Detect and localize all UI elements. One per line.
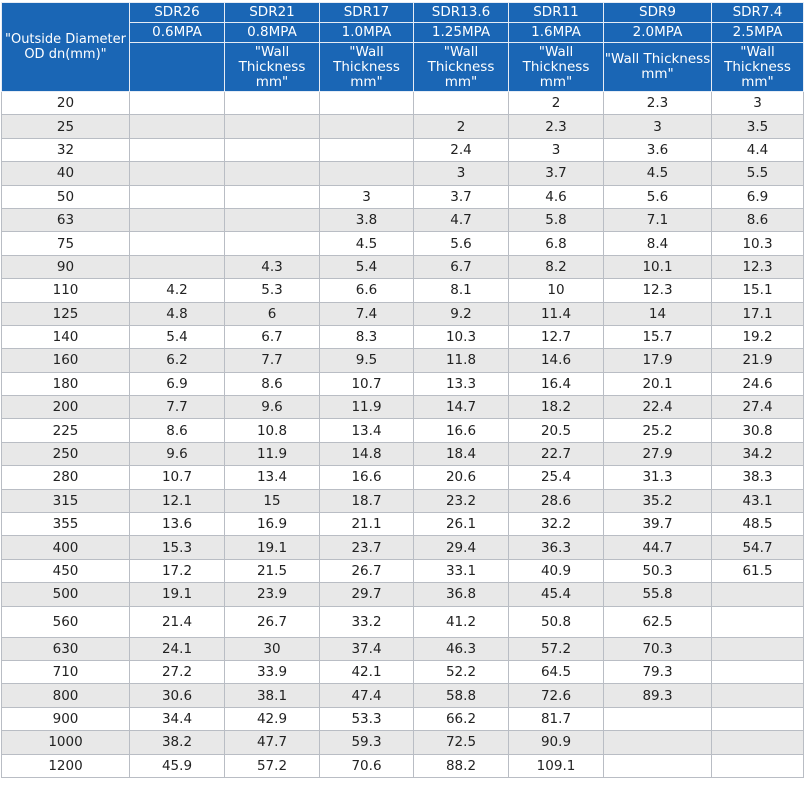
wall-thickness-cell: 12.3 [712,255,804,278]
wall-thickness-cell: 27.9 [604,442,712,465]
wall-thickness-cell: 62.5 [604,606,712,637]
wall-thickness-cell: 7.1 [604,208,712,231]
outside-diameter-cell: 315 [2,489,130,512]
wall-thickness-cell: 47.4 [320,684,414,707]
wall-thickness-cell [712,606,804,637]
wall-thickness-cell: 6.7 [414,255,509,278]
wall-thickness-cell: 10.7 [320,372,414,395]
wall-thickness-cell [320,115,414,138]
wall-thickness-cell: 55.8 [604,583,712,606]
wall-thickness-header: "Wall Thickness mm" [320,43,414,92]
wall-thickness-cell: 52.2 [414,660,509,683]
wall-thickness-cell: 38.2 [130,731,225,754]
wall-thickness-cell: 18.4 [414,442,509,465]
wall-thickness-cell: 11.4 [509,302,604,325]
pressure-header: 0.8MPA [225,23,320,43]
wall-thickness-cell [712,660,804,683]
wall-thickness-cell: 7.4 [320,302,414,325]
wall-thickness-cell: 7.7 [130,396,225,419]
wall-thickness-cell: 34.2 [712,442,804,465]
wall-thickness-header: "Wall Thickness mm" [414,43,509,92]
wall-thickness-cell: 30 [225,637,320,660]
wall-thickness-cell: 36.8 [414,583,509,606]
outside-diameter-cell: 710 [2,660,130,683]
wall-thickness-cell: 5.6 [604,185,712,208]
wall-thickness-cell: 70.3 [604,637,712,660]
outside-diameter-cell: 90 [2,255,130,278]
pressure-header: 1.6MPA [509,23,604,43]
outside-diameter-cell: 75 [2,232,130,255]
wall-thickness-cell: 3.6 [604,138,712,161]
wall-thickness-cell: 46.3 [414,637,509,660]
wall-thickness-cell: 3 [414,162,509,185]
wall-thickness-cell: 9.2 [414,302,509,325]
wall-thickness-cell: 32.2 [509,513,604,536]
table-row [2,162,804,185]
wall-thickness-cell: 26.1 [414,513,509,536]
wall-thickness-cell: 19.2 [712,325,804,348]
wall-thickness-cell: 3.7 [509,162,604,185]
wall-thickness-cell: 31.3 [604,466,712,489]
wall-thickness-cell: 12.1 [130,489,225,512]
wall-thickness-cell [712,754,804,777]
wall-thickness-cell: 38.3 [712,466,804,489]
wall-thickness-cell: 15 [225,489,320,512]
wall-thickness-cell: 4.4 [712,138,804,161]
wall-thickness-cell: 13.4 [320,419,414,442]
wall-thickness-cell: 15.7 [604,325,712,348]
wall-thickness-cell [712,731,804,754]
wall-thickness-cell [130,208,225,231]
wall-thickness-cell: 27.2 [130,660,225,683]
wall-thickness-cell: 4.5 [320,232,414,255]
outside-diameter-cell: 1000 [2,731,130,754]
wall-thickness-cell: 2.3 [509,115,604,138]
pressure-header: 2.0MPA [604,23,712,43]
wall-thickness-cell [712,707,804,730]
table-row [2,513,804,536]
wall-thickness-cell: 4.6 [509,185,604,208]
wall-thickness-cell: 20.1 [604,372,712,395]
table-row [2,606,804,637]
wall-thickness-cell: 2.3 [604,92,712,115]
wall-thickness-cell: 29.7 [320,583,414,606]
wall-thickness-cell: 8.6 [130,419,225,442]
wall-thickness-cell: 40.9 [509,559,604,582]
table-row [2,660,804,683]
wall-thickness-cell: 4.2 [130,279,225,302]
wall-thickness-cell: 53.3 [320,707,414,730]
wall-thickness-cell: 19.1 [130,583,225,606]
wall-thickness-cell: 2 [509,92,604,115]
wall-thickness-cell [712,583,804,606]
wall-thickness-cell: 3 [509,138,604,161]
wall-thickness-cell [130,115,225,138]
wall-thickness-cell: 9.6 [225,396,320,419]
wall-thickness-cell: 14.8 [320,442,414,465]
table-row [2,349,804,372]
wall-thickness-cell: 37.4 [320,637,414,660]
wall-thickness-cell: 21.4 [130,606,225,637]
wall-thickness-cell: 6.7 [225,325,320,348]
outside-diameter-cell: 160 [2,349,130,372]
wall-thickness-cell: 45.4 [509,583,604,606]
wall-thickness-cell: 3 [712,92,804,115]
table-row [2,372,804,395]
wall-thickness-cell: 22.4 [604,396,712,419]
table-row [2,583,804,606]
table-row [2,684,804,707]
wall-thickness-cell: 45.9 [130,754,225,777]
wall-thickness-cell: 14 [604,302,712,325]
wall-thickness-cell: 11.9 [225,442,320,465]
sdr-header: SDR9 [604,3,712,23]
outside-diameter-cell: 355 [2,513,130,536]
wall-thickness-cell: 34.4 [130,707,225,730]
wall-thickness-cell [320,162,414,185]
wall-thickness-cell: 11.8 [414,349,509,372]
wall-thickness-cell: 9.5 [320,349,414,372]
wall-thickness-cell: 25.2 [604,419,712,442]
outside-diameter-cell: 25 [2,115,130,138]
wall-thickness-cell: 20.5 [509,419,604,442]
outside-diameter-cell: 500 [2,583,130,606]
table-row [2,302,804,325]
outside-diameter-cell: 800 [2,684,130,707]
wall-thickness-cell: 24.1 [130,637,225,660]
wall-thickness-cell [225,162,320,185]
wall-thickness-cell: 9.6 [130,442,225,465]
wall-thickness-cell: 36.3 [509,536,604,559]
outside-diameter-cell: 50 [2,185,130,208]
wall-thickness-cell [414,92,509,115]
wall-thickness-cell: 15.1 [712,279,804,302]
wall-thickness-cell: 79.3 [604,660,712,683]
outside-diameter-cell: 32 [2,138,130,161]
wall-thickness-cell: 21.5 [225,559,320,582]
table-row [2,396,804,419]
table-row [2,115,804,138]
wall-thickness-header: "Wall Thickness mm" [604,43,712,92]
wall-thickness-cell: 33.1 [414,559,509,582]
sdr-header: SDR13.6 [414,3,509,23]
wall-thickness-header: "Wall Thickness mm" [712,43,804,92]
wall-thickness-cell: 5.5 [712,162,804,185]
table-row [2,185,804,208]
wall-thickness-cell: 8.2 [509,255,604,278]
wall-thickness-cell: 61.5 [712,559,804,582]
wall-thickness-cell: 3 [320,185,414,208]
wall-thickness-cell: 3.5 [712,115,804,138]
wall-thickness-cell [320,138,414,161]
wall-thickness-cell: 5.8 [509,208,604,231]
wall-thickness-cell: 44.7 [604,536,712,559]
wall-thickness-cell: 23.2 [414,489,509,512]
wall-thickness-cell: 4.3 [225,255,320,278]
wall-thickness-cell: 47.7 [225,731,320,754]
wall-thickness-cell [130,185,225,208]
wall-thickness-cell: 8.6 [712,208,804,231]
wall-thickness-header [130,43,225,92]
wall-thickness-cell: 43.1 [712,489,804,512]
wall-thickness-cell: 4.8 [130,302,225,325]
wall-thickness-cell [604,754,712,777]
table-row [2,536,804,559]
table-row [2,489,804,512]
wall-thickness-cell: 2.4 [414,138,509,161]
wall-thickness-cell [604,707,712,730]
wall-thickness-cell: 14.6 [509,349,604,372]
wall-thickness-cell: 54.7 [712,536,804,559]
table-row [2,442,804,465]
table-row [2,138,804,161]
outside-diameter-cell: 630 [2,637,130,660]
wall-thickness-cell: 23.7 [320,536,414,559]
wall-thickness-cell [604,731,712,754]
wall-thickness-cell: 72.5 [414,731,509,754]
wall-thickness-cell [712,637,804,660]
wall-thickness-header: "Wall Thickness mm" [509,43,604,92]
wall-thickness-cell: 10.1 [604,255,712,278]
wall-thickness-cell: 17.1 [712,302,804,325]
wall-thickness-cell: 21.1 [320,513,414,536]
wall-thickness-cell: 27.4 [712,396,804,419]
wall-thickness-cell: 64.5 [509,660,604,683]
wall-thickness-cell: 10.3 [414,325,509,348]
wall-thickness-cell: 26.7 [225,606,320,637]
wall-thickness-cell: 6.8 [509,232,604,255]
outside-diameter-cell: 20 [2,92,130,115]
wall-thickness-cell: 10.3 [712,232,804,255]
wall-thickness-cell: 10 [509,279,604,302]
table-row [2,255,804,278]
wall-thickness-cell: 3 [604,115,712,138]
outside-diameter-cell: 180 [2,372,130,395]
wall-thickness-cell: 3.8 [320,208,414,231]
wall-thickness-cell [712,684,804,707]
wall-thickness-cell: 2 [414,115,509,138]
table-row [2,731,804,754]
table-row [2,92,804,115]
wall-thickness-cell: 57.2 [509,637,604,660]
wall-thickness-cell: 10.7 [130,466,225,489]
wall-thickness-cell: 6.9 [130,372,225,395]
pressure-header: 0.6MPA [130,23,225,43]
table-row [2,559,804,582]
wall-thickness-cell: 50.8 [509,606,604,637]
wall-thickness-cell: 38.1 [225,684,320,707]
wall-thickness-cell: 17.9 [604,349,712,372]
wall-thickness-cell: 50.3 [604,559,712,582]
wall-thickness-cell: 90.9 [509,731,604,754]
wall-thickness-cell: 6.9 [712,185,804,208]
wall-thickness-cell: 10.8 [225,419,320,442]
wall-thickness-cell: 8.3 [320,325,414,348]
wall-thickness-cell: 26.7 [320,559,414,582]
wall-thickness-cell: 16.4 [509,372,604,395]
table-row [2,325,804,348]
outside-diameter-cell: 63 [2,208,130,231]
outside-diameter-cell: 125 [2,302,130,325]
wall-thickness-cell [130,162,225,185]
wall-thickness-cell: 4.7 [414,208,509,231]
table-row [2,754,804,777]
pressure-header: 2.5MPA [712,23,804,43]
wall-thickness-cell: 16.6 [414,419,509,442]
sdr-header: SDR26 [130,3,225,23]
wall-thickness-cell: 81.7 [509,707,604,730]
outside-diameter-cell: 280 [2,466,130,489]
outside-diameter-cell: 40 [2,162,130,185]
wall-thickness-cell [130,255,225,278]
wall-thickness-cell: 7.7 [225,349,320,372]
outside-diameter-cell: 450 [2,559,130,582]
wall-thickness-cell [320,92,414,115]
outside-diameter-cell: 225 [2,419,130,442]
wall-thickness-cell: 57.2 [225,754,320,777]
wall-thickness-cell: 13.4 [225,466,320,489]
wall-thickness-cell: 48.5 [712,513,804,536]
wall-thickness-cell: 109.1 [509,754,604,777]
wall-thickness-cell: 15.3 [130,536,225,559]
outside-diameter-cell: 110 [2,279,130,302]
wall-thickness-cell: 3.7 [414,185,509,208]
wall-thickness-cell: 70.6 [320,754,414,777]
wall-thickness-cell: 8.4 [604,232,712,255]
outside-diameter-cell: 400 [2,536,130,559]
outside-diameter-cell: 200 [2,396,130,419]
wall-thickness-header: "Wall Thickness mm" [225,43,320,92]
wall-thickness-cell: 13.3 [414,372,509,395]
wall-thickness-cell: 16.6 [320,466,414,489]
wall-thickness-cell: 18.2 [509,396,604,419]
table-row [2,419,804,442]
wall-thickness-cell: 35.2 [604,489,712,512]
outside-diameter-header: "Outside Diameter OD dn(mm)" [2,3,130,92]
wall-thickness-cell: 72.6 [509,684,604,707]
wall-thickness-cell: 16.9 [225,513,320,536]
wall-thickness-cell: 14.7 [414,396,509,419]
wall-thickness-cell: 89.3 [604,684,712,707]
table-row [2,232,804,255]
wall-thickness-cell: 6.2 [130,349,225,372]
wall-thickness-cell: 5.3 [225,279,320,302]
wall-thickness-cell [130,138,225,161]
wall-thickness-cell: 25.4 [509,466,604,489]
table-body [2,92,804,778]
wall-thickness-cell [225,185,320,208]
outside-diameter-cell: 560 [2,606,130,637]
wall-thickness-cell: 30.6 [130,684,225,707]
wall-thickness-cell [225,208,320,231]
table-row [2,466,804,489]
wall-thickness-cell: 33.9 [225,660,320,683]
wall-thickness-cell: 12.3 [604,279,712,302]
table-header [2,3,804,92]
wall-thickness-cell: 24.6 [712,372,804,395]
wall-thickness-cell: 42.9 [225,707,320,730]
wall-thickness-cell: 6 [225,302,320,325]
wall-thickness-cell: 19.1 [225,536,320,559]
pressure-header: 1.0MPA [320,23,414,43]
wall-thickness-cell [225,232,320,255]
table-row [2,279,804,302]
wall-thickness-cell: 30.8 [712,419,804,442]
wall-thickness-cell [225,115,320,138]
sdr-header: SDR21 [225,3,320,23]
sdr-header: SDR11 [509,3,604,23]
wall-thickness-cell: 88.2 [414,754,509,777]
wall-thickness-table [1,2,804,778]
wall-thickness-cell: 39.7 [604,513,712,536]
outside-diameter-cell: 900 [2,707,130,730]
wall-thickness-cell: 8.6 [225,372,320,395]
wall-thickness-cell [130,92,225,115]
wall-thickness-cell: 8.1 [414,279,509,302]
pressure-header: 1.25MPA [414,23,509,43]
wall-thickness-cell: 5.4 [320,255,414,278]
wall-thickness-table-container [1,2,803,778]
wall-thickness-cell: 17.2 [130,559,225,582]
wall-thickness-cell: 23.9 [225,583,320,606]
wall-thickness-cell: 6.6 [320,279,414,302]
wall-thickness-cell: 21.9 [712,349,804,372]
outside-diameter-cell: 250 [2,442,130,465]
wall-thickness-cell: 28.6 [509,489,604,512]
wall-thickness-cell: 41.2 [414,606,509,637]
header-row-sdr [2,3,804,23]
wall-thickness-cell: 11.9 [320,396,414,419]
wall-thickness-cell: 33.2 [320,606,414,637]
wall-thickness-cell: 59.3 [320,731,414,754]
table-row [2,707,804,730]
wall-thickness-cell: 66.2 [414,707,509,730]
wall-thickness-cell: 5.4 [130,325,225,348]
wall-thickness-cell: 4.5 [604,162,712,185]
table-row [2,637,804,660]
wall-thickness-cell: 5.6 [414,232,509,255]
wall-thickness-cell: 12.7 [509,325,604,348]
wall-thickness-cell: 29.4 [414,536,509,559]
wall-thickness-cell: 58.8 [414,684,509,707]
sdr-header: SDR7.4 [712,3,804,23]
wall-thickness-cell: 20.6 [414,466,509,489]
wall-thickness-cell: 13.6 [130,513,225,536]
wall-thickness-cell: 22.7 [509,442,604,465]
wall-thickness-cell [130,232,225,255]
wall-thickness-cell: 42.1 [320,660,414,683]
table-row [2,208,804,231]
wall-thickness-cell [225,138,320,161]
wall-thickness-cell: 18.7 [320,489,414,512]
sdr-header: SDR17 [320,3,414,23]
outside-diameter-cell: 140 [2,325,130,348]
outside-diameter-cell: 1200 [2,754,130,777]
wall-thickness-cell [225,92,320,115]
